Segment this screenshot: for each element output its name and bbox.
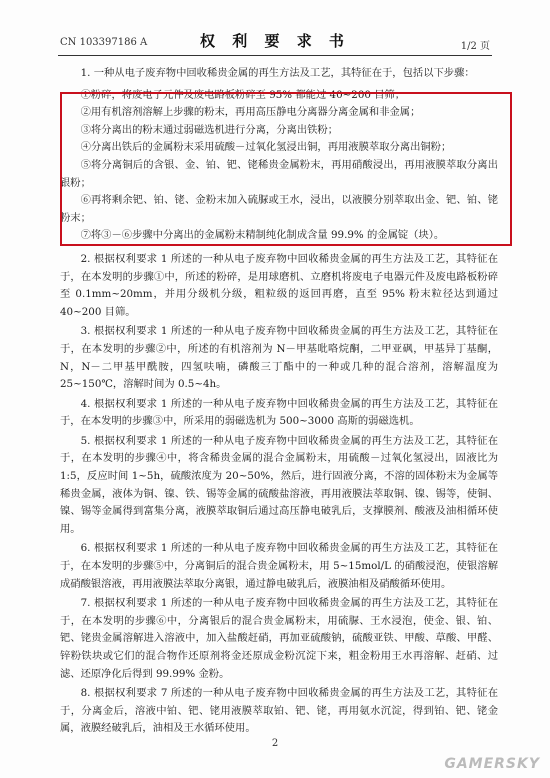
claim-1-step: ④分离出铁后的金属粉末采用硫酸－过氧化氢浸出铜，再用液膜萃取分离出铜粉；	[80, 141, 452, 154]
claim-1-step: ③将分离出的粉末通过弱磁选机进行分离，分离出铁粉；	[80, 123, 339, 136]
claims-body	[60, 65, 498, 740]
claim-1-step: ⑤将分离铜后的含银、金、铂、钯、铑稀贵金属粉末，再用硝酸浸出，再用液膜萃取分离出银粉；	[60, 158, 498, 189]
claim-1-step: ①粉碎，将废电子元件及废电路板粉碎至 95% 都能过 40~200 目筛；	[80, 88, 406, 101]
claim-8: 8. 根据权利要求 7 所述的一种从电子废弃物中回收稀贵金属的再生方法及工艺，其特征在于，分离金后，溶液中铂、钯、铑用液膜萃取铂、钯、铑，再用氨水沉淀，得到铂、钯、铑金属，液膜经破乳后，油相及王水循环使用。	[60, 687, 498, 735]
claim-1-steps	[60, 87, 498, 245]
claim-1-intro: 1. 一种从电子废弃物中回收稀贵金属的再生方法及工艺，其特征在于，包括以下步骤：	[80, 67, 475, 79]
claim-1-step: ②用有机溶剂溶解上步骤的粉末，再用高压静电分离器分离金属和非金属；	[80, 106, 421, 119]
claim-1-step: ⑦将③－⑥步骤中分离出的金属粉末精制纯化制成含量 99.9% 的金属锭（块）。	[80, 229, 445, 242]
claim-1-step: ⑥再将剩余钯、铂、铑、金粉末加入硫脲或王水，浸出，以液膜分别萃取出金、钯、铂、铑粉末；	[60, 194, 498, 224]
claim-7: 7. 根据权利要求 1 所述的一种从电子废弃物中回收稀贵金属的再生方法及工艺，其特征在于，在本发明的步骤⑥中，分离银后的混合贵金属粉末，用硫脲、王水浸泡，使金、银、铂、钯、铑贵金属溶解进入溶液中，加入盐酸赶硝，再加亚硫酸钠，硫酸亚铁、甲酸、草酸、甲醛、锌粉铁块或它们的混合物作还原剂将金还原成金粉沉淀下来，粗金粉用王水再溶解、赶硝、过滤、还原净化后得到 99.99% 金粉。	[60, 597, 498, 680]
claim-5: 5. 根据权利要求 1 所述的一种从电子废弃物中回收稀贵金属的再生方法及工艺，其特征在于，在本发明的步骤④中，将含稀贵金属的混合金属粉末，用硫酸－过氧化氢浸出，固液比为 1:5，反应时间 1~5h，硫酸浓度为 20~50%，然后，进行固液分离，不溶的固体粉末为金属等稀贵金属，液体为铜、镍、铁、锡等金属的硫酸盐溶液，再用液膜法萃取铜、镍、锡等，使铜、镍、锡等金属得到富集分离，液膜萃取铜后通过高压静电破乳后，支撑膜剂、酸液及油相循环使用。	[60, 434, 498, 535]
page-title: 权 利 要 求 书	[200, 32, 350, 50]
patent-number: CN 103397186 A	[60, 37, 148, 48]
header-divider	[58, 55, 492, 56]
page-number: 2	[271, 738, 279, 749]
claim-6: 6. 根据权利要求 1 所述的一种从电子废弃物中回收稀贵金属的再生方法及工艺，其特征在于，在本发明的步骤⑤中，分离铜后的混合贵金属粉末，用 5~15mol/L 的硝酸浸泡，使银溶解成硝酸银溶液，再用液膜法萃取分离银，通过静电破乳后，液膜油相及硝酸循环使用。	[60, 542, 498, 590]
page-indicator: 1/2 页	[460, 41, 490, 52]
watermark-logo: GAMERSKY	[444, 756, 540, 772]
claim-2: 2. 根据权利要求 1 所述的一种从电子废弃物中回收稀贵金属的再生方法及工艺，其特征在于，在本发明的步骤①中，所述的粉碎，是用球磨机、立磨机将废电子电器元件及废电路板粉碎至 0.1mm~20mm，并用分级机分级，粗粒级的返回再磨，直至 95% 粉末粒径达到通过 40~200 目筛。	[60, 252, 498, 318]
claim-3: 3. 根据权利要求 1 所述的一种从电子废弃物中回收稀贵金属的再生方法及工艺，其特征在于，在本发明的步骤②中，所述的有机溶剂为 N－甲基吡咯烷酮，二甲亚砜，甲基异丁基酮，N，N－二甲基甲酰胺，四氢呋喃，磷酸三丁酯中的一种或几种的混合溶剂，溶解温度为 25~150℃，溶解时间为 0.5~4h。	[60, 325, 498, 391]
claim-4: 4. 根据权利要求 1 所述的一种从电子废弃物中回收稀贵金属的再生方法及工艺，其特征在于，在本发明的步骤③中，所采用的弱磁选机为 500~3000 高斯的弱磁选机。	[60, 397, 498, 428]
